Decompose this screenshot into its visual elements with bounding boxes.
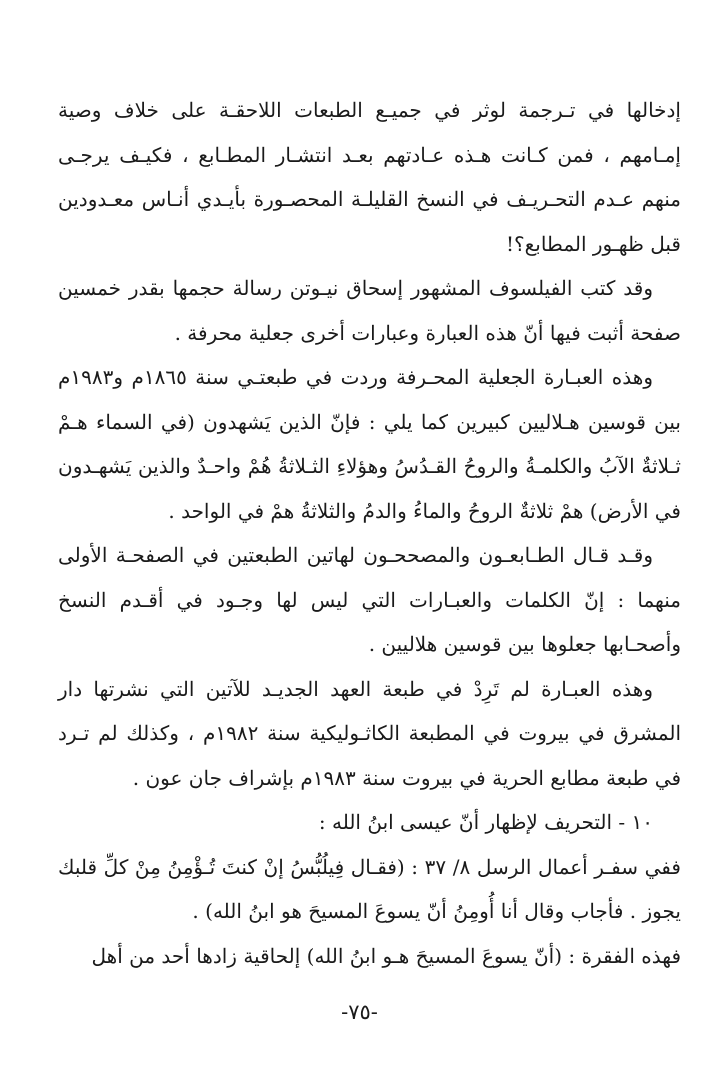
page-body-text bbox=[58, 88, 681, 978]
paragraph-6: ففي سفـر أعمال الرسل ٨/ ٣٧ : (فقـال فِيلُبُّسُ إنْ كنتَ تُـؤْمِنُ مِنْ كلِّ قلبك يجوز . فأجاب وقال أنا أُومِنُ أنّ يسوعَ المسيحَ هو ابنُ الله) . bbox=[58, 854, 681, 923]
page-number: -٧٥- bbox=[341, 1000, 378, 1024]
paragraph-4: وقـد قـال الطـابعـون والمصححـون لهاتين الطبعتين في الصفحـة الأولى منهما : إنّ الكلمات والعبـارات التي ليس لها وجـود في أقـدم النسخ وأصحـابها جعلوها بين قوسين هلاليين . bbox=[58, 543, 682, 656]
paragraph-5: وهذه العبـارة لم تَرِدْ في طبعة العهد الجديـد للآتين التي نشرتها دار المشرق في بيروت في المطبعة الكاثـوليكية سنة ١٩٨٢م ، وكذلك لم تـرد في طبعة مطابع الحرية في بيروت سنة ١٩٨٣م بإشراف جان عون . bbox=[58, 676, 681, 790]
paragraph-1: إدخالها في تـرجمة لوثر في جميـع الطبعات اللاحقـة على خلاف وصية إمـامهم ، فمن كـانت هـذه عـادتهم بعـد انتشـار المطـابع ، فكيـف يرجـى منهم عـدم التحـريـف في النسخ القليلـة المحصـورة بأيـدي أنـاس معـدودين قبل ظهـور المطابع؟! bbox=[58, 98, 681, 256]
paragraph-2: وقد كتب الفيلسوف المشهور إسحاق نيـوتن رسالة حجمها بقدر خمسين صفحة أثبت فيها أنّ هذه العبارة وعبارات أخرى جعلية محرفة . bbox=[58, 276, 681, 345]
paragraph-3: وهذه العبـارة الجعلية المحـرفة وردت في طبعتـي سنة ١٨٦٥م و١٩٨٣م بين قوسين هـلاليين كبيرين كما يلي : فإنّ الذين يَشهدون (في السماء هـمْ ثـلاثةٌ الآبُ والكلمـةُ والروحُ القـدُسُ وهؤلاءِ الثـلاثةُ هُمْ واحـدٌ والذين يَشهـدون في الأرض) همْ ثلاثةٌ الروحُ والماءُ والدمُ والثلاثةُ همْ في الواحد . bbox=[58, 365, 681, 523]
section-heading: ١٠ - التحريف لإظهار أنّ عيسى ابنُ الله : bbox=[318, 810, 653, 834]
paragraph-7: فهذه الفقرة : (أنّ يسوعَ المسيحَ هـو ابنُ الله) إلحاقية زادها أحد من أهل bbox=[91, 943, 681, 968]
